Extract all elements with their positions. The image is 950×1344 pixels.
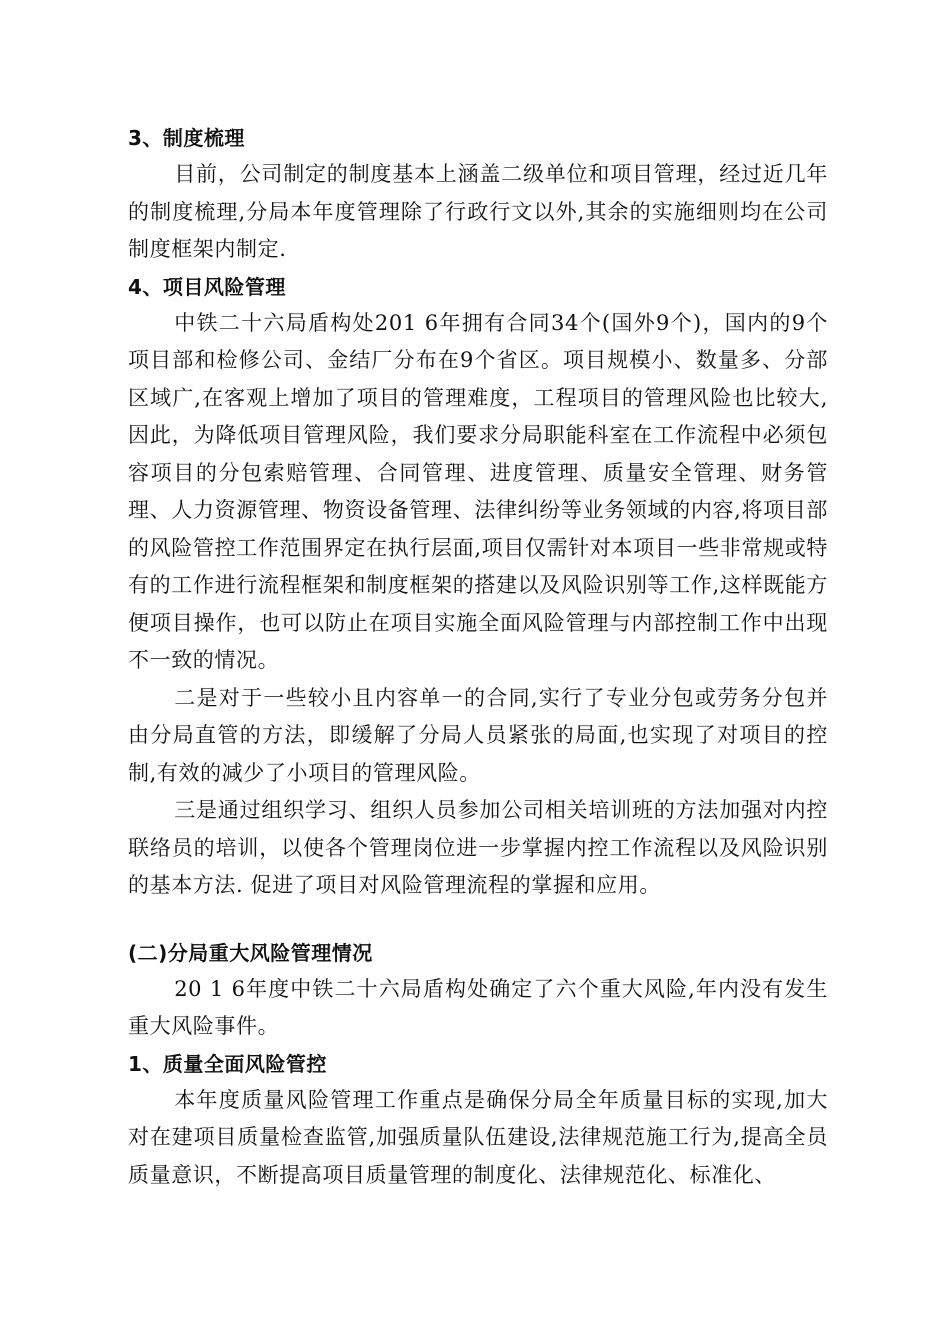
paragraph-quality-risk: 本年度质量风险管理工作重点是确保分局全年质量目标的实现,加大对在建项目质量检查监管,加强质量队伍建设,法律规范施工行为,提高全员质量意识，不断提高项目质量管理的制度化、法律规范化、标准化、: [128, 1087, 828, 1187]
section-heading-project-risk: 4、项目风险管理: [128, 274, 286, 299]
section-spacer: [128, 905, 828, 935]
paragraph-system-review: 目前，公司制定的制度基本上涵盖二级单位和项目管理，经过近几年的制度梳理,分局本年度管理除了行政行文以外,其余的实施细则均在公司制度框架内制定.: [128, 162, 828, 261]
section-heading-quality-risk: 1、质量全面风险管控: [128, 1051, 327, 1076]
section-heading-major-risk: (二)分局重大风险管理情况: [128, 940, 373, 965]
section-heading-system-review: 3、制度梳理: [128, 126, 245, 150]
paragraph-project-risk-2: 二是对于一些较小且内容单一的合同,实行了专业分包或劳务分包并由分局直管的方法，即缓解了分局人员紧张的局面,也实现了对项目的控制,有效的减少了小项目的管理风险。: [128, 685, 828, 785]
paragraph-project-risk-1: 中铁二十六局盾构处201 6年拥有合同34个(国外9个)，国内的9个项目部和检修公司、金结厂分布在9个省区。项目规模小、数量多、分部区域广,在客观上增加了项目的管理难度，工程项目的管理风险也比较大,因此，为降低项目管理风险，我们要求分局职能科室在工作流程中必须包容项目的分包索赔管理、合同管理、进度管理、质量安全管理、财务管理、人力资源管理、物资设备管理、法律纠纷等业务领域的内容,将项目部的风险管控工作范围界定在执行层面,项目仅需针对本项目一些非常规或特有的工作进行流程框架和制度框架的搭建以及风险识别等工作,这样既能方便项目操作，也可以防止在项目实施全面风险管理与内部控制工作中出现不一致的情况。: [128, 310, 828, 672]
paragraph-project-risk-3: 三是通过组织学习、组织人员参加公司相关培训班的方法加强对内控联络员的培训，以使各个管理岗位进一步掌握内控工作流程以及风险识别的基本方法. 促进了项目对风险管理流程的掌握和应用。: [128, 798, 828, 897]
paragraph-major-risk: 20 1 6年度中铁二十六局盾构处确定了六个重大风险,年内没有发生重大风险事件。: [128, 976, 828, 1038]
document-body: [128, 120, 828, 1194]
